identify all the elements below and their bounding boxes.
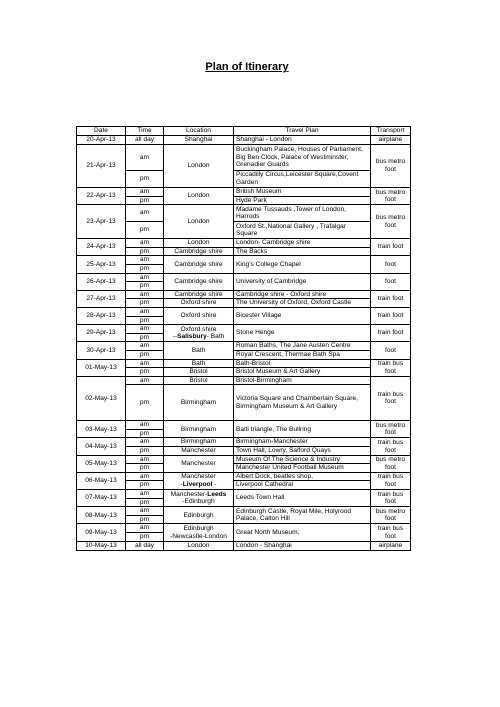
plan-cell: Liverpool Cathedral	[234, 481, 371, 490]
location-cell	[164, 524, 234, 541]
time-cell: pm	[126, 316, 164, 325]
time-cell: pm	[126, 299, 164, 308]
plan-cell: Albert Dock, beatles shop,	[234, 472, 371, 481]
plan-cell: Edinburgh Castle, Royal Mile, Holyrood Palace, Calton Hill	[234, 507, 371, 524]
time-cell: am	[126, 325, 164, 334]
table-row	[77, 256, 411, 265]
plan-cell: Great North Museum,	[234, 524, 371, 541]
time-cell: pm	[126, 171, 164, 188]
table-row	[77, 205, 411, 222]
location-cell: Manchester	[164, 447, 234, 456]
transport-cell: foot	[371, 273, 411, 290]
transport-cell: bus metro foot	[371, 421, 411, 438]
time-cell: am	[126, 307, 164, 316]
location-cell: Edinburgh	[164, 507, 234, 524]
table-row	[77, 136, 411, 145]
date-cell: 03-May-13	[77, 421, 126, 438]
location-cell: Cambridge shire	[164, 247, 234, 256]
location-cell: London	[164, 239, 234, 248]
location-highlight: Leeds	[207, 490, 227, 498]
time-cell: am	[126, 290, 164, 299]
plan-cell: Town Hall, Lowry, Salford Quays	[234, 447, 371, 456]
plan-cell: Museum Of The Science & Industry	[234, 455, 371, 464]
time-cell: pm	[126, 282, 164, 291]
plan-cell: Hyde Park	[234, 196, 371, 205]
table-row	[77, 239, 411, 248]
location-cell: Bristol	[164, 368, 234, 377]
plan-cell: The University of Oxford, Oxford Castle	[234, 299, 371, 308]
time-cell: am	[126, 342, 164, 351]
date-cell: 07-May-13	[77, 490, 126, 507]
time-cell: am	[126, 455, 164, 464]
location-cell: Birmingham	[164, 438, 234, 447]
transport-cell: train foot	[371, 307, 411, 324]
transport-cell: bus metro foot	[371, 507, 411, 524]
date-cell: 01-May-13	[77, 359, 126, 376]
time-cell: pm	[126, 247, 164, 256]
location-line: Manchester	[181, 473, 216, 481]
date-cell: 20-Apr-13	[77, 136, 126, 145]
time-cell: am	[126, 188, 164, 197]
table-row	[77, 299, 411, 308]
location-cell	[164, 472, 234, 489]
time-cell: pm	[126, 333, 164, 342]
transport-cell: bus metro foot	[371, 205, 411, 239]
plan-cell: Buckingham Palace, Houses of Parliament, Big Ben Clock, Palace of Westminster, Grenadier Guards	[234, 145, 371, 171]
time-cell: am	[126, 205, 164, 222]
transport-cell: foot	[371, 256, 411, 273]
transport-cell: train foot	[371, 239, 411, 256]
time-cell: pm	[126, 196, 164, 205]
location-cell	[164, 325, 234, 342]
time-cell: am	[126, 145, 164, 171]
date-cell: 05-May-13	[77, 455, 126, 472]
plan-cell: Manchester United Football Museum	[234, 464, 371, 473]
table-row	[77, 490, 411, 499]
table-row	[77, 342, 411, 351]
date-cell: 04-May-13	[77, 438, 126, 455]
date-cell: 30-Apr-13	[77, 342, 126, 359]
date-cell: 02-May-13	[77, 376, 126, 421]
table-row	[77, 376, 411, 385]
time-cell: am	[126, 256, 164, 265]
time-cell: pm	[126, 368, 164, 377]
location-cell: Bristol	[164, 376, 234, 385]
location-cell: Birmingham	[164, 421, 234, 438]
time-cell: all day	[126, 136, 164, 145]
plan-cell: The Backs	[234, 247, 371, 256]
location-cell: London	[164, 145, 234, 188]
location-highlight: Salisbury	[177, 333, 207, 341]
plan-cell: London - Shanghai	[234, 541, 371, 550]
transport-cell: train bus foot	[371, 438, 411, 455]
table-row	[77, 171, 411, 188]
table-row	[77, 464, 411, 473]
location-prefix: -	[180, 480, 183, 488]
plan-cell: Bristol Museum & Art Gallery	[234, 368, 371, 377]
time-cell: pm	[126, 385, 164, 421]
time-cell: all day	[126, 541, 164, 550]
date-cell: 24-Apr-13	[77, 239, 126, 256]
table-row	[77, 307, 411, 316]
plan-cell: Victoria Square and Chamberlain Square, Birmingham Museum & Art Gallery	[234, 385, 371, 421]
table-row	[77, 421, 411, 430]
plan-cell: University of Cambridge	[234, 273, 371, 290]
header-time: Time	[126, 127, 164, 136]
header-location: Location	[164, 127, 234, 136]
plan-cell: Bristol-Birmingham	[234, 376, 371, 385]
table-row	[77, 541, 411, 550]
time-cell: pm	[126, 464, 164, 473]
transport-cell: train foot	[371, 325, 411, 342]
plan-cell: Bath-Bristol	[234, 359, 371, 368]
date-cell: 08-May-13	[77, 507, 126, 524]
time-cell: pm	[126, 222, 164, 239]
transport-cell: airplane	[371, 541, 411, 550]
date-cell: 26-Apr-13	[77, 273, 126, 290]
time-cell: am	[126, 273, 164, 282]
time-cell: am	[126, 239, 164, 248]
time-cell: am	[126, 359, 164, 368]
plan-cell: Cambridge shire - Oxford shire	[234, 290, 371, 299]
table-row	[77, 247, 411, 256]
location-cell: Manchester	[164, 455, 234, 472]
time-cell: pm	[126, 350, 164, 359]
header-travel-plan: Travel Plan	[234, 127, 371, 136]
header-transport: Transport	[371, 127, 411, 136]
transport-cell: train foot	[371, 290, 411, 307]
time-cell: pm	[126, 447, 164, 456]
table-row	[77, 350, 411, 359]
date-cell: 10-May-13	[77, 541, 126, 550]
time-cell: am	[126, 472, 164, 481]
plan-cell: Bicester Village	[234, 307, 371, 324]
transport-cell: train bus foot	[371, 472, 411, 489]
table-row	[77, 325, 411, 334]
header-date: Date	[77, 127, 126, 136]
location-suffix: -Edinburgh	[182, 498, 215, 506]
plan-cell: London- Cambridge shire	[234, 239, 371, 248]
location-cell: London	[164, 188, 234, 205]
transport-cell: bus metro foot	[371, 188, 411, 205]
page-title: Plan of Itinerary	[205, 61, 289, 73]
transport-cell: train bus foot	[371, 359, 411, 376]
location-highlight: Liverpool	[182, 480, 213, 488]
date-cell: 06-May-13	[77, 472, 126, 489]
table-row	[77, 359, 411, 368]
date-cell: 25-Apr-13	[77, 256, 126, 273]
plan-cell: Birmingham-Manchester	[234, 438, 371, 447]
table-row	[77, 481, 411, 490]
time-cell: am	[126, 507, 164, 516]
time-cell: am	[126, 438, 164, 447]
location-line: Edinburgh	[183, 524, 214, 532]
location-cell: Bath	[164, 359, 234, 368]
location-line: Manchester-	[170, 490, 208, 498]
location-suffix: -Newcastle-London	[170, 532, 227, 540]
transport-cell: train bus foot	[371, 490, 411, 507]
time-cell: pm	[126, 429, 164, 438]
location-cell: Cambridge shire	[164, 273, 234, 290]
time-cell: pm	[126, 498, 164, 507]
date-cell: 22-Apr-13	[77, 188, 126, 205]
table-row	[77, 368, 411, 377]
table-row	[77, 145, 411, 171]
location-cell: Birmingham	[164, 385, 234, 421]
location-suffix: -	[212, 480, 217, 488]
date-cell: 27-Apr-13	[77, 290, 126, 307]
location-cell: Cambridge shire	[164, 290, 234, 299]
time-cell: pm	[126, 533, 164, 542]
location-cell: Cambridge shire	[164, 256, 234, 273]
table-row	[77, 385, 411, 421]
plan-cell: British Museum	[234, 188, 371, 197]
location-cell	[164, 490, 234, 507]
time-cell: am	[126, 524, 164, 533]
time-cell: pm	[126, 515, 164, 524]
table-row	[77, 222, 411, 239]
location-cell: Oxford shire	[164, 299, 234, 308]
date-cell: 09-May-13	[77, 524, 126, 541]
location-cell: London	[164, 205, 234, 239]
location-prefix: --	[172, 333, 178, 341]
date-cell: 29-Apr-13	[77, 325, 126, 342]
location-cell: Shanghai	[164, 136, 234, 145]
plan-cell: Piccadilly Circus,Leicester Square,Covent Garden	[234, 171, 371, 188]
transport-cell: bus metro foot	[371, 455, 411, 472]
transport-cell: airplane	[371, 136, 411, 145]
plan-cell: Shanghai - London	[234, 136, 371, 145]
table-row	[77, 438, 411, 447]
transport-cell: foot	[371, 342, 411, 359]
plan-cell: Oxford St.,National Gallery , Trafalgar Square	[234, 222, 371, 239]
table-row	[77, 472, 411, 481]
table-row	[77, 507, 411, 516]
table-row	[77, 455, 411, 464]
table-row	[77, 290, 411, 299]
date-cell: 23-Apr-13	[77, 205, 126, 239]
table-row	[77, 447, 411, 456]
plan-cell: Royal Crescent, Thermae Bath Spa	[234, 350, 371, 359]
time-cell: am	[126, 421, 164, 430]
location-suffix: - Bath	[206, 333, 225, 341]
table-row	[77, 196, 411, 205]
location-cell: Oxford shire	[164, 307, 234, 324]
date-cell: 28-Apr-13	[77, 307, 126, 324]
time-cell: am	[126, 376, 164, 385]
plan-cell: Madame Tussauds ,Tower of London, Harrods	[234, 205, 371, 222]
plan-cell: Balti triangle, The Bullring	[234, 421, 371, 438]
itinerary-table	[76, 126, 411, 551]
time-cell: pm	[126, 264, 164, 273]
plan-cell: Stone Henge	[234, 325, 371, 342]
location-cell: London	[164, 541, 234, 550]
table-header-row	[77, 127, 411, 136]
table-row	[77, 188, 411, 197]
table-row	[77, 524, 411, 533]
plan-cell: King's College Chapel	[234, 256, 371, 273]
time-cell: pm	[126, 481, 164, 490]
transport-cell: train bus foot	[371, 524, 411, 541]
plan-cell: Roman Baths, The Jane Austen Centre	[234, 342, 371, 351]
time-cell: am	[126, 490, 164, 499]
location-cell: Bath	[164, 342, 234, 359]
plan-cell: Leeds Town Hall	[234, 490, 371, 507]
transport-cell: train bus foot	[371, 376, 411, 421]
location-line: Oxford shire	[180, 325, 217, 333]
transport-cell: bus metro foot	[371, 145, 411, 188]
date-cell: 21-Apr-13	[77, 145, 126, 188]
table-row	[77, 273, 411, 282]
